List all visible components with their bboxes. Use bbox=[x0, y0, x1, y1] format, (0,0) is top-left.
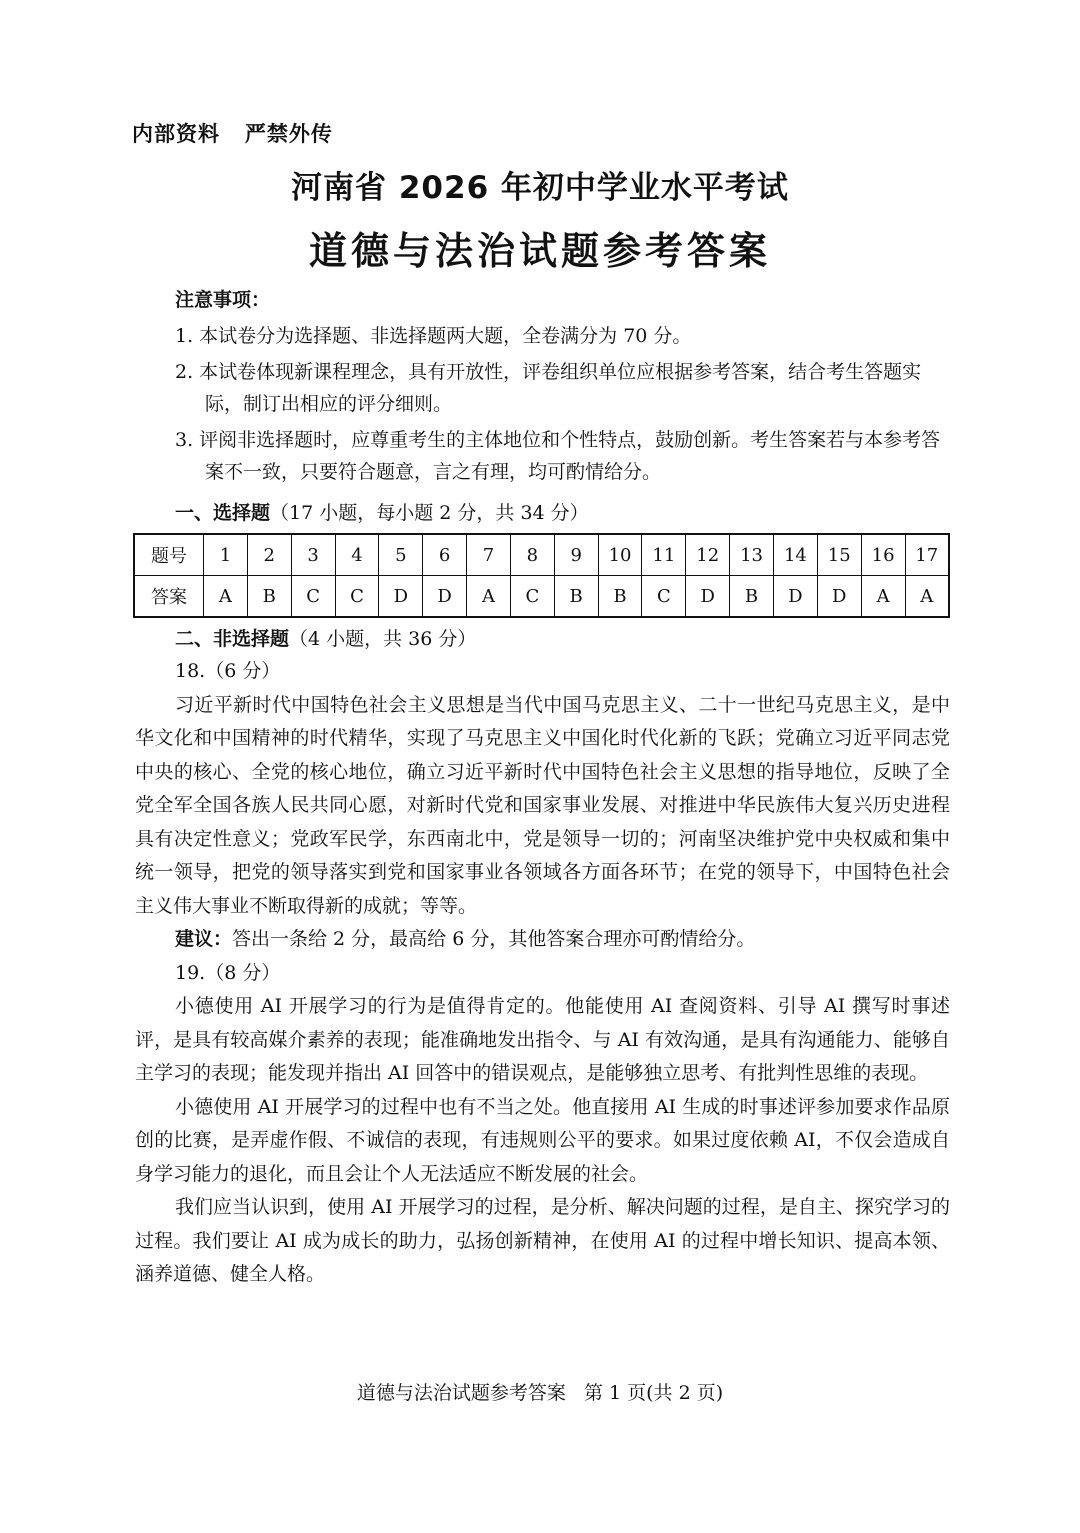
question-number-cell: 10 bbox=[598, 534, 642, 576]
question-number-cell: 6 bbox=[423, 534, 467, 576]
answer-cell: D bbox=[379, 576, 423, 618]
answer-cell: D bbox=[773, 576, 817, 618]
section2-heading bbox=[175, 624, 476, 651]
section1-detail: （17 小题，每小题 2 分，共 34 分） bbox=[270, 502, 589, 524]
answer-cell: C bbox=[291, 576, 335, 618]
question-number-cell: 8 bbox=[510, 534, 554, 576]
answer-cell: A bbox=[467, 576, 511, 618]
question-number-cell: 9 bbox=[554, 534, 598, 576]
document-title: 道德与法治试题参考答案 bbox=[308, 229, 771, 273]
scoring-note-text: 答出一条给 2 分，最高给 6 分，其他答案合理亦可酌情给分。 bbox=[232, 928, 756, 950]
page-footer: 道德与法治试题参考答案 第 1 页(共 2 页) bbox=[356, 1382, 724, 1404]
answer-cell: C bbox=[642, 576, 686, 618]
answer-cell: D bbox=[817, 576, 861, 618]
question-19-paragraph-3: 我们应当认识到，使用 AI 开展学习的过程，是分析、解决问题的过程，是自主、探究学习的过程。我们要让 AI 成为成长的助力，弘扬创新精神，在使用 AI 的过程中增长知识、提高本领、涵养道德、健全人格。 bbox=[135, 1196, 950, 1285]
answer-cell: B bbox=[247, 576, 291, 618]
notice-block bbox=[135, 284, 955, 488]
answer-row bbox=[134, 576, 949, 618]
answer-cell: B bbox=[730, 576, 774, 618]
question-number-cell: 11 bbox=[642, 534, 686, 576]
question-number-cell: 16 bbox=[861, 534, 905, 576]
answer-table bbox=[133, 533, 950, 618]
answers-body bbox=[135, 655, 950, 1292]
question-number-cell: 5 bbox=[379, 534, 423, 576]
question-number-cell: 1 bbox=[204, 534, 248, 576]
question-number-cell: 12 bbox=[686, 534, 730, 576]
section2-detail: （4 小题，共 36 分） bbox=[289, 628, 477, 650]
question-number-row bbox=[134, 534, 949, 576]
notice-item-1: 1. 本试卷分为选择题、非选择题两大题，全卷满分为 70 分。 bbox=[175, 325, 692, 347]
scoring-note-label: 建议： bbox=[175, 928, 233, 950]
confidential-label: 内部资料 严禁外传 bbox=[132, 122, 333, 146]
question-number-cell: 7 bbox=[467, 534, 511, 576]
answer-cell: D bbox=[686, 576, 730, 618]
answer-cell: B bbox=[554, 576, 598, 618]
question-number-label: 题号 bbox=[134, 534, 204, 576]
answer-cell: D bbox=[423, 576, 467, 618]
question-18-heading: 18.（6 分） bbox=[175, 660, 281, 682]
question-number-cell: 15 bbox=[817, 534, 861, 576]
notice-item-2: 2. 本试卷体现新课程理念，具有开放性，评卷组织单位应根据参考答案，结合考生答题实际，制订出相应的评分细则。 bbox=[175, 361, 922, 415]
question-number-cell: 3 bbox=[291, 534, 335, 576]
question-19-paragraph-1: 小德使用 AI 开展学习的行为是值得肯定的。他能使用 AI 查阅资料、引导 AI 撰写时事述评，是具有较高媒介素养的表现；能准确地发出指令、与 AI 有效沟通，是具有沟通能力、能够自主学习的表现；能发现并指出 AI 回答中的错误观点，是能够独立思考、有批判性思维的表现。 bbox=[135, 995, 950, 1084]
question-number-cell: 17 bbox=[905, 534, 949, 576]
section1-title: 一、选择题 bbox=[175, 502, 271, 524]
question-19-heading: 19.（8 分） bbox=[175, 961, 281, 984]
question-number-cell: 2 bbox=[247, 534, 291, 576]
notice-item-3: 3. 评阅非选择题时，应尊重考生的主体地位和个性特点，鼓励创新。考生答案若与本参考答案不一致，只要符合题意，言之有理，均可酌情给分。 bbox=[175, 429, 941, 483]
exam-title: 河南省 2026 年初中学业水平考试 bbox=[291, 170, 789, 206]
question-18-scoring-note bbox=[135, 923, 950, 957]
question-number-cell: 13 bbox=[730, 534, 774, 576]
answer-label: 答案 bbox=[134, 576, 204, 618]
answer-cell: C bbox=[510, 576, 554, 618]
answer-cell: B bbox=[598, 576, 642, 618]
notice-heading: 注意事项： bbox=[175, 289, 271, 311]
question-number-cell: 14 bbox=[773, 534, 817, 576]
question-number-cell: 4 bbox=[335, 534, 379, 576]
answer-cell: A bbox=[905, 576, 949, 618]
section1-heading bbox=[175, 498, 589, 525]
section2-title: 二、非选择题 bbox=[175, 628, 290, 650]
answer-cell: A bbox=[204, 576, 248, 618]
question-18-answer: 习近平新时代中国特色社会主义思想是当代中国马克思主义、二十一世纪马克思主义，是中华文化和中国精神的时代精华，实现了马克思主义中国化时代化新的飞跃；党确立习近平同志党中央的核心、全党的核心地位，确立习近平新时代中国特色社会主义思想的指导地位，反映了全党全军全国各族人民共同心愿，对新时代党和国家事业发展、对推进中华民族伟大复兴历史进程具有决定性意义；党政军民学，东西南北中，党是领导一切的；河南坚决维护党中央权威和集中统一领导，把党的领导落实到党和国家事业各领域各方面各环节；在党的领导下，中国特色社会主义伟大事业不断取得新的成就；等等。 bbox=[135, 693, 950, 917]
question-19-paragraph-2: 小德使用 AI 开展学习的过程中也有不当之处。他直接用 AI 生成的时事述评参加要求作品原创的比赛，是弄虚作假、不诚信的表现，有违规则公平的要求。如果过度依赖 AI，不仅会造成自身学习能力的退化，而且会让个人无法适应不断发展的社会。 bbox=[135, 1095, 950, 1185]
answer-cell: A bbox=[861, 576, 905, 618]
answer-cell: C bbox=[335, 576, 379, 618]
